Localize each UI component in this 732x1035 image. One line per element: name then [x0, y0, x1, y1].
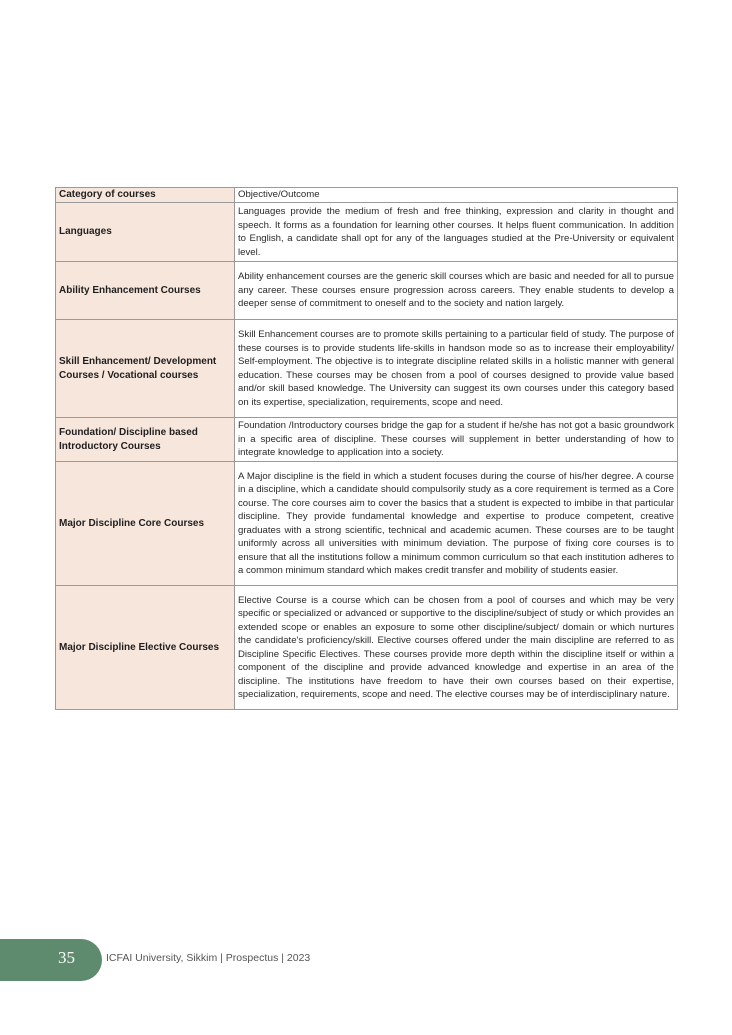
table-row: [56, 262, 678, 320]
row-category: Major Discipline Elective Courses: [56, 586, 235, 710]
row-description: Ability enhancement courses are the generic skill courses which are basic and needed for all to pursue any career. These courses ensure progression across careers. They enable students to develop a deeper sense of commitment to oneself and to the society and nation largely.: [235, 262, 678, 320]
table-header-row: [56, 188, 678, 203]
row-category: Languages: [56, 203, 235, 262]
row-description: A Major discipline is the field in which a student focuses during the course of his/her degree. A course in a discipline, which a candidate should compulsorily study as a core requirement is termed as a Core course. The core courses aim to cover the basics that a student is expected to imbibe in that particular discipline. They provide fundamental knowledge and expertise to produce competent, creative graduates with a strong scientific, technical and academic acumen. These courses are to be taught uniformly across all universities with minimum deviation. The purpose of fixing core courses is to ensure that all the institutions follow a minimum common curriculum so that each institution adheres to a common minimum standard which makes credit transfer and mobility of students easier.: [235, 462, 678, 586]
page-number-tab: [0, 939, 102, 981]
header-objective: Objective/Outcome: [235, 188, 678, 203]
header-category: Category of courses: [56, 188, 235, 203]
footer-text: ICFAI University, Sikkim | Prospectus | 2023: [106, 952, 311, 964]
course-category-table: [55, 187, 678, 710]
table-row: [56, 418, 678, 462]
row-category: Skill Enhancement/ Development Courses / Vocational courses: [56, 320, 235, 418]
row-description: Languages provide the medium of fresh and free thinking, expression and clarity in thought and speech. It forms as a foundation for learning other courses. It helps fluent communication. In addition to English, a candidate shall opt for any of the languages studied at the Pre-University or equivalent level.: [235, 203, 678, 262]
row-description: Elective Course is a course which can be chosen from a pool of courses and which may be very specific or specialized or advanced or supportive to the discipline/subject of study or which provides an extended scope or enables an exposure to some other discipline/subject/ domain or which nurtures the candidate's proficiency/skill. Elective courses offered under the main discipline are referred to as Discipline Specific Electives. These courses provide more depth within the discipline itself or within a component of the discipline and provide advanced knowledge and expertise in an area of the discipline. The institutions have freedom to have their own courses based on their expertise, specialization, requirements, scope and need. The elective courses may be of interdisciplinary nature.: [235, 586, 678, 710]
table-row: [56, 203, 678, 262]
row-category: Major Discipline Core Courses: [56, 462, 235, 586]
row-description: Foundation /Introductory courses bridge the gap for a student if he/she has not got a basic groundwork in a specific area of discipline. These courses will supplement in better understanding of how to integrate knowledge to application into a society.: [235, 418, 678, 462]
table-row: [56, 586, 678, 710]
row-description: Skill Enhancement courses are to promote skills pertaining to a particular field of study. The purpose of these courses is to provide students life-skills in handson mode so as to increase their employability/ Self-employment. The objective is to integrate discipline related skills in a holistic manner with general education. These courses may be chosen from a pool of courses designed to provide value based and/or skill based knowledge. The University can suggest its own courses under this category based on its expertise, specialization, requirements, scope and need.: [235, 320, 678, 418]
page-number: 35: [58, 948, 75, 967]
table-row: [56, 320, 678, 418]
table-row: [56, 462, 678, 586]
row-category: Ability Enhancement Courses: [56, 262, 235, 320]
row-category: Foundation/ Discipline based Introductory Courses: [56, 418, 235, 462]
